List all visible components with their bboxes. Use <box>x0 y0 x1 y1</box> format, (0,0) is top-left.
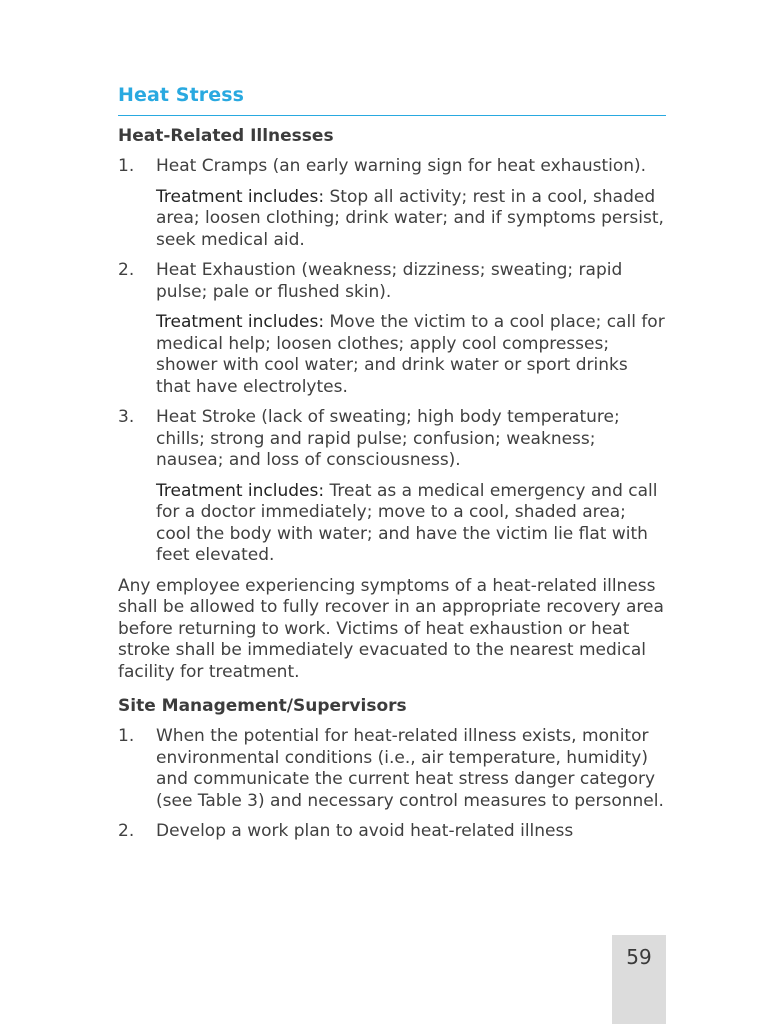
treatment <box>156 481 666 567</box>
treatment-label: Treatment includes: <box>156 312 325 332</box>
treatment-label: Treatment includes: <box>156 186 325 207</box>
list-item-text: Heat Stroke (lack of sweating; high body temperature; chills; strong and rapid pulse; confusion; weakness; nausea; and loss of consciousness). <box>156 407 620 470</box>
list-item-number: 3. <box>118 407 135 427</box>
list-item-text: Heat Cramps (an early warning sign for heat exhaustion). <box>156 156 647 176</box>
illnesses-list <box>118 156 666 567</box>
treatment-text: Treat as a medical emergency and call for a doctor immediately; move to a cool, shaded area; cool the body with water; and have the victim lie flat with feet elevated. <box>156 480 658 565</box>
list-item <box>118 156 666 251</box>
section-title: Heat Stress <box>118 84 666 116</box>
list-item-text: When the potential for heat-related illness exists, monitor environmental conditions (i.e., air temperature, humidity) and communicate the current heat stress danger category (see Table 3) and necessary control measures to personnel. <box>156 726 664 811</box>
treatment-text: Stop all activity; rest in a cool, shaded area; loosen clothing; drink water; and if symptoms persist, seek medical aid. <box>156 186 664 250</box>
list-item <box>118 260 666 398</box>
list-item-number: 2. <box>118 260 135 280</box>
list-item <box>118 407 666 567</box>
list-item-text: Develop a work plan to avoid heat-related illness <box>156 821 574 841</box>
supervisors-list <box>118 726 666 843</box>
list-item-text: Heat Exhaustion (weakness; dizziness; sweating; rapid pulse; pale or flushed skin). <box>156 260 623 302</box>
page-content <box>118 84 666 843</box>
supervisors-heading: Site Management/Supervisors <box>118 696 407 716</box>
treatment-text: Move the victim to a cool place; call for medical help; loosen clothes; apply cool compresses; shower with cool water; and drink water or sport drinks that have electrolytes. <box>156 312 665 397</box>
treatment-label: Treatment includes: <box>156 480 325 501</box>
list-item <box>118 726 666 812</box>
page-number-tab <box>612 935 666 1024</box>
page-number: 59 <box>626 945 652 969</box>
list-item-number: 2. <box>118 821 135 841</box>
illnesses-heading: Heat-Related Illnesses <box>118 126 334 146</box>
list-item <box>118 821 666 843</box>
list-item-number: 1. <box>118 726 135 746</box>
treatment <box>156 187 666 252</box>
treatment <box>156 312 666 398</box>
list-item-number: 1. <box>118 156 135 176</box>
recovery-paragraph: Any employee experiencing symptoms of a heat-related illness shall be allowed to fully recover in an appropriate recovery area before returning to work. Victims of heat exhaustion or heat stroke shall be immediately evacuated to the nearest medical facility for treatment. <box>118 575 664 682</box>
